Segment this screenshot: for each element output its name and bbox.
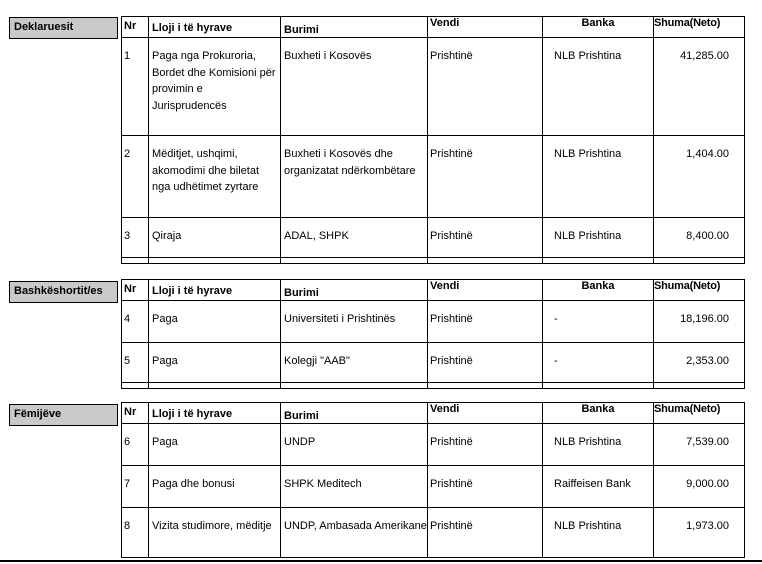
table-row <box>122 508 745 558</box>
table-spacer-row <box>122 258 745 264</box>
cell-bank: - <box>543 343 654 383</box>
col-bank-header: Banka <box>543 280 654 301</box>
cell-amount: 9,000.00 <box>654 466 745 508</box>
cell-city: Prishtinë <box>428 218 543 258</box>
cell-city: Prishtinë <box>428 38 543 136</box>
section-label-children: Fëmijëve <box>9 404 118 426</box>
col-city-header: Vendi <box>428 280 543 301</box>
cell-type: Vizita studimore, mëditje <box>149 508 281 558</box>
col-amount-header: Shuma(Neto) <box>654 280 745 301</box>
table-spacer-row <box>122 383 745 389</box>
cell-city: Prishtinë <box>428 343 543 383</box>
cell-nr: 2 <box>122 136 149 218</box>
col-city-header: Vendi <box>428 403 543 424</box>
cell-type: Paga <box>149 301 281 343</box>
page-bottom-rule <box>0 560 762 562</box>
col-amount-header: Shuma(Neto) <box>654 17 745 38</box>
col-nr-header: Nr <box>122 17 149 38</box>
table-row <box>122 38 745 136</box>
cell-nr: 1 <box>122 38 149 136</box>
cell-amount: 1,404.00 <box>654 136 745 218</box>
col-bank-header: Banka <box>543 403 654 424</box>
cell-bank: NLB Prishtina <box>543 424 654 466</box>
cell-source: ADAL, SHPK <box>281 218 428 258</box>
col-city-header: Vendi <box>428 17 543 38</box>
cell-nr: 4 <box>122 301 149 343</box>
cell-bank: NLB Prishtina <box>543 136 654 218</box>
cell-type: Paga nga Prokuroria, Bordet dhe Komisioni për provimin e Jurisprudencës <box>149 38 281 136</box>
table-header-row <box>122 17 745 38</box>
table-header-row <box>122 403 745 424</box>
cell-nr: 8 <box>122 508 149 558</box>
cell-city: Prishtinë <box>428 508 543 558</box>
cell-source: UNDP, Ambasada Amerikane <box>281 508 428 558</box>
col-nr-header: Nr <box>122 280 149 301</box>
cell-source: Buxheti i Kosovës <box>281 38 428 136</box>
table-row <box>122 301 745 343</box>
cell-city: Prishtinë <box>428 136 543 218</box>
cell-amount: 2,353.00 <box>654 343 745 383</box>
col-source-header: Burimi <box>281 403 428 424</box>
col-type-header: Lloji i të hyrave <box>149 17 281 38</box>
cell-nr: 6 <box>122 424 149 466</box>
col-amount-header: Shuma(Neto) <box>654 403 745 424</box>
col-source-header: Burimi <box>281 280 428 301</box>
cell-bank: Raiffeisen Bank <box>543 466 654 508</box>
section-label-spouse: Bashkëshortit/es <box>9 281 118 303</box>
income-table-declarant <box>121 16 745 264</box>
cell-type: Paga dhe bonusi <box>149 466 281 508</box>
cell-bank: NLB Prishtina <box>543 508 654 558</box>
cell-city: Prishtinë <box>428 301 543 343</box>
col-type-header: Lloji i të hyrave <box>149 403 281 424</box>
cell-bank: - <box>543 301 654 343</box>
cell-type: Paga <box>149 343 281 383</box>
cell-city: Prishtinë <box>428 466 543 508</box>
section-label-declarant: Deklaruesit <box>9 17 118 39</box>
cell-bank: NLB Prishtina <box>543 38 654 136</box>
cell-nr: 7 <box>122 466 149 508</box>
cell-nr: 3 <box>122 218 149 258</box>
table-row <box>122 466 745 508</box>
table-row <box>122 424 745 466</box>
cell-bank: NLB Prishtina <box>543 218 654 258</box>
cell-type: Qiraja <box>149 218 281 258</box>
cell-amount: 1,973.00 <box>654 508 745 558</box>
table-row <box>122 136 745 218</box>
col-source-header: Burimi <box>281 17 428 38</box>
cell-source: SHPK Meditech <box>281 466 428 508</box>
cell-city: Prishtinë <box>428 424 543 466</box>
cell-source: UNDP <box>281 424 428 466</box>
cell-amount: 7,539.00 <box>654 424 745 466</box>
cell-source: Universiteti i Prishtinës <box>281 301 428 343</box>
cell-amount: 8,400.00 <box>654 218 745 258</box>
cell-amount: 41,285.00 <box>654 38 745 136</box>
table-row <box>122 343 745 383</box>
cell-nr: 5 <box>122 343 149 383</box>
income-table-children <box>121 402 745 558</box>
cell-type: Paga <box>149 424 281 466</box>
cell-source: Buxheti i Kosovës dhe organizatat ndërkombëtare <box>281 136 428 218</box>
col-nr-header: Nr <box>122 403 149 424</box>
col-type-header: Lloji i të hyrave <box>149 280 281 301</box>
income-table-spouse <box>121 279 745 389</box>
cell-source: Kolegji "AAB" <box>281 343 428 383</box>
col-bank-header: Banka <box>543 17 654 38</box>
cell-type: Mëditjet, ushqimi, akomodimi dhe biletat nga udhëtimet zyrtare <box>149 136 281 218</box>
table-row <box>122 218 745 258</box>
cell-amount: 18,196.00 <box>654 301 745 343</box>
table-header-row <box>122 280 745 301</box>
